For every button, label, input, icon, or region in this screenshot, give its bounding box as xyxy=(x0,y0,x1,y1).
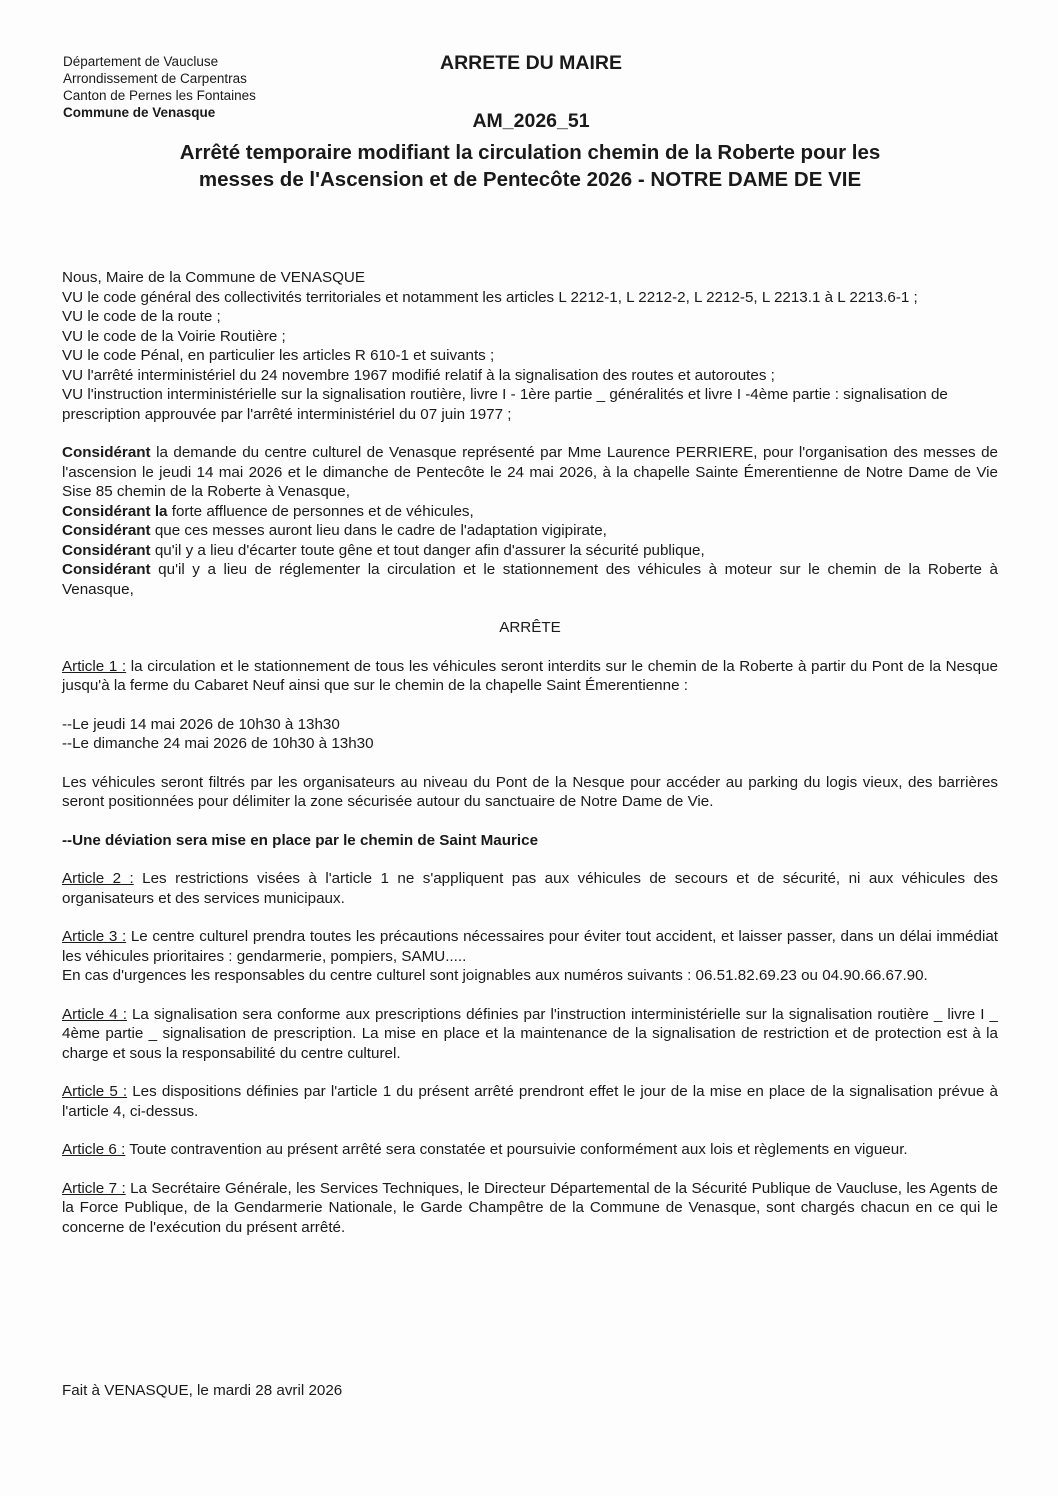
preamble-vu-instruction: VU l'instruction interministérielle sur la signalisation routière, livre I - 1ère partie _ généralités et livre I -4ème partie : signalisation de prescription approuvée par l'arrêté interministériel du 07 juin 1977 ; xyxy=(62,386,948,423)
article-6 xyxy=(62,1140,998,1160)
preamble-vu-voirie: VU le code de la Voirie Routière ; xyxy=(62,327,286,345)
article-text: Les restrictions visées à l'article 1 ne s'appliquent pas aux véhicules de secours et de sécurité, ni aux véhicules des organisateurs et des services municipaux. xyxy=(62,870,998,907)
considerant-text: qu'il y a lieu d'écarter toute gêne et tout danger afin d'assurer la sécurité publique, xyxy=(150,541,705,559)
considerant-label: Considérant xyxy=(62,561,151,578)
article-text: La signalisation sera conforme aux prescriptions définies par l'instruction interministérielle sur la signalisation routière _ livre I _ 4ème partie _ signalisation de prescription. La mise en place et la maintenance de la signalisation de restriction et de protection est à la charge et sous la responsabilité du centre culturel. xyxy=(62,1005,998,1062)
article-3-contacts: En cas d'urgences les responsables du centre culturel sont joignables aux numéros suivants : 06.51.82.69.23 ou 04.90.66.67.90. xyxy=(62,967,928,984)
preamble-vu-arrete-1967: VU l'arrêté interministériel du 24 novembre 1967 modifié relatif à la signalisation des routes et autoroutes ; xyxy=(62,366,775,384)
preamble-vu-route: VU le code de la route ; xyxy=(62,308,221,325)
arrete-heading: ARRÊTE xyxy=(499,619,561,636)
considerant-label: Considérant xyxy=(62,444,151,461)
article-2 xyxy=(62,869,998,908)
preamble-vu-cgct: VU le code général des collectivités territoriales et notamment les articles L 2212-1, L 2212-2, L 2212-5, L 2213.1 à L 2213.6-1 ; xyxy=(62,288,918,306)
article-5 xyxy=(62,1082,998,1121)
article-text: Le centre culturel prendra toutes les précautions nécessaires pour éviter tout accident, et laisser passer, dans un délai immédiat les véhicules prioritaires : gendarmerie, pompiers, SAMU..... xyxy=(62,928,998,965)
signature-line: Fait à VENASQUE, le mardi 28 avril 2026 xyxy=(62,1382,343,1399)
article-label: Article 1 : xyxy=(62,657,127,675)
considerant-text: qu'il y a lieu de réglementer la circulation et le stationnement des véhicules à moteur sur le chemin de la Roberte à Venasque, xyxy=(62,561,998,598)
deviation-text: --Une déviation sera mise en place par le chemin de Saint Maurice xyxy=(62,831,539,849)
article-text: Les dispositions définies par l'article 1 du présent arrêté prendront effet le jour de la mise en place de la signalisation prévue à l'article 4, ci-dessus. xyxy=(62,1083,998,1120)
considerant-3 xyxy=(62,521,998,541)
article-4 xyxy=(62,1005,998,1064)
considerant-text: la demande du centre culturel de Venasque représenté par Mme Laurence PERRIERE, pour l'organisation des messes de l'ascension le jeudi 14 mai 2026 et le dimanche de Pentecôte le 24 mai 2026, à la chapelle Sainte Émerentienne de Notre Dame de Vie Sise 85 chemin de la Roberte à Venasque, xyxy=(62,444,998,500)
considerant-4 xyxy=(62,541,998,561)
article-1 xyxy=(62,657,998,696)
considerant-2 xyxy=(62,502,998,522)
article-text: la circulation et le stationnement de tous les véhicules seront interdits sur le chemin de la Roberte à partir du Pont de la Nesque jusqu'à la ferme du Cabaret Neuf ainsi que sur le chemin de la chapelle Saint Émerentienne : xyxy=(62,657,998,694)
considerant-label: Considérant xyxy=(62,541,151,559)
article-text: La Secrétaire Générale, les Services Techniques, le Directeur Départemental de la Sécurité Publique de Vaucluse, les Agents de la Force Publique, de la Gendarmerie Nationale, le Garde Champêtre de la Commune de Venasque, sont chargés chacun en ce qui le concerne de l'exécution du présent arrêté. xyxy=(62,1179,998,1236)
preamble-intro: Nous, Maire de la Commune de VENASQUE xyxy=(62,269,366,286)
article-label: Article 4 : xyxy=(62,1005,127,1023)
considerant-label: Considérant xyxy=(62,522,151,539)
article-label: Article 7 : xyxy=(62,1179,126,1197)
document-subtitle xyxy=(60,139,1000,193)
article-text: Toute contravention au présent arrêté sera constatée et poursuivie conformément aux lois et règlements en vigueur. xyxy=(125,1141,908,1158)
administrative-header xyxy=(63,53,256,121)
document-body xyxy=(62,268,998,1237)
department-line: Département de Vaucluse xyxy=(63,54,219,69)
considerant-text: forte affluence de personnes et de véhicules, xyxy=(167,502,474,520)
arrondissement-line: Arrondissement de Carpentras xyxy=(63,71,247,86)
article-label: Article 2 : xyxy=(62,870,134,887)
document-title: ARRETE DU MAIRE xyxy=(439,52,622,74)
article-1-filter: Les véhicules seront filtrés par les organisateurs au niveau du Pont de la Nesque pour accéder au parking du logis vieux, des barrières seront positionnées pour délimiter la zone sécurisée autour du sanctuaire de Notre Dame de Vie. xyxy=(62,773,998,810)
article-label: Article 6 : xyxy=(62,1141,126,1158)
document-number: AM_2026_51 xyxy=(472,110,590,132)
preamble-vu-penal: VU le code Pénal, en particulier les articles R 610-1 et suivants ; xyxy=(62,347,495,364)
canton-line: Canton de Pernes les Fontaines xyxy=(63,88,256,103)
article-label: Article 3 : xyxy=(62,928,127,945)
commune-line: Commune de Venasque xyxy=(63,105,216,120)
deviation-notice xyxy=(62,831,998,851)
subtitle-line-2: messes de l'Ascension et de Pentecôte 2026 - NOTRE DAME DE VIE xyxy=(198,168,862,191)
article-1-date-1: --Le jeudi 14 mai 2026 de 10h30 à 13h30 xyxy=(62,715,340,733)
article-1-date-2: --Le dimanche 24 mai 2026 de 10h30 à 13h30 xyxy=(62,735,374,752)
considerant-5 xyxy=(62,560,998,599)
article-7 xyxy=(62,1179,998,1238)
considerant-1 xyxy=(62,443,998,502)
considerant-text: que ces messes auront lieu dans le cadre de l'adaptation vigipirate, xyxy=(150,522,607,539)
subtitle-line-1: Arrêté temporaire modifiant la circulation chemin de la Roberte pour les xyxy=(179,141,881,164)
considerant-label: Considérant la xyxy=(62,502,168,520)
article-label: Article 5 : xyxy=(62,1083,128,1100)
article-3 xyxy=(62,927,998,966)
